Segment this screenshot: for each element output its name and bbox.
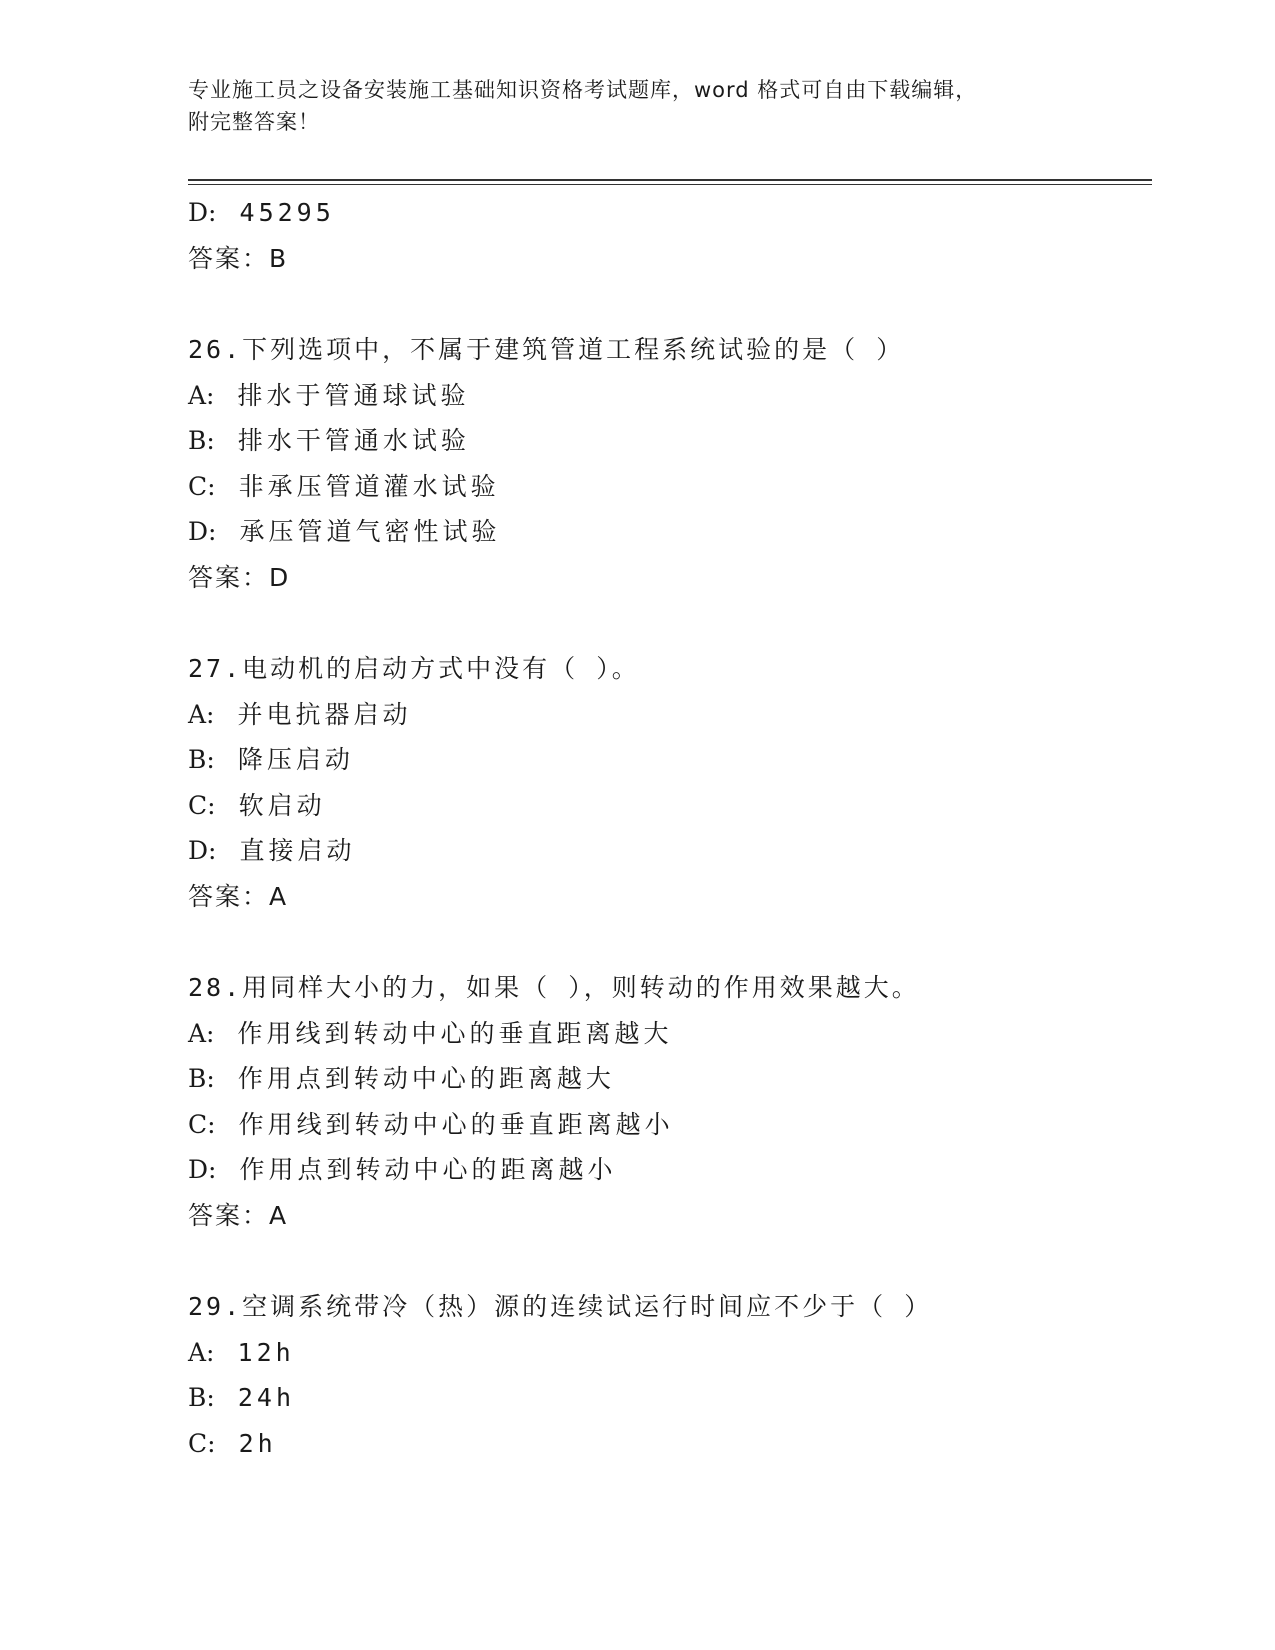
option-c bbox=[188, 464, 1152, 510]
option-text: 作用点到转动中心的距离越小 bbox=[239, 1155, 617, 1184]
option-label: D: bbox=[188, 517, 217, 546]
option-text: 24h bbox=[237, 1383, 296, 1412]
option-a bbox=[188, 692, 1152, 738]
option-label: A: bbox=[188, 699, 215, 729]
prev-option-d bbox=[188, 190, 1152, 236]
header-divider-thick bbox=[188, 179, 1152, 181]
question-title: 29.空调系统带冷（热）源的连续试运行时间应不少于（ ） bbox=[188, 1292, 933, 1321]
option-a bbox=[188, 1330, 1152, 1376]
option-label: C: bbox=[188, 471, 216, 501]
option-a bbox=[188, 1011, 1152, 1057]
question-title: 28.用同样大小的力，如果（ ），则转动的作用效果越大。 bbox=[188, 973, 920, 1002]
option-label: D: bbox=[188, 836, 217, 865]
option-label: A: bbox=[188, 1018, 215, 1048]
option-label: D: bbox=[188, 1155, 217, 1184]
question-list bbox=[188, 190, 1152, 1466]
option-text: 承压管道气密性试验 bbox=[239, 517, 501, 546]
option-label: B: bbox=[188, 1064, 215, 1093]
option-label: A: bbox=[188, 1337, 215, 1367]
option-b bbox=[188, 737, 1152, 783]
option-label: C: bbox=[188, 1428, 216, 1458]
option-c bbox=[188, 783, 1152, 829]
option-a bbox=[188, 373, 1152, 419]
option-text: 并电抗器启动 bbox=[237, 699, 412, 729]
option-label: C: bbox=[188, 1109, 216, 1139]
option-label: D: bbox=[188, 198, 217, 227]
answer: 答案：D bbox=[188, 562, 291, 592]
option-text: 12h bbox=[237, 1337, 295, 1367]
option-d bbox=[188, 1147, 1152, 1193]
option-c bbox=[188, 1421, 1152, 1467]
option-text: 直接启动 bbox=[239, 836, 356, 865]
question-title: 26.下列选项中，不属于建筑管道工程系统试验的是（ ） bbox=[188, 335, 905, 364]
option-d bbox=[188, 509, 1152, 555]
question-title: 27.电动机的启动方式中没有（ ）。 bbox=[188, 654, 640, 683]
option-b bbox=[188, 1056, 1152, 1102]
option-text: 排水干管通水试验 bbox=[237, 426, 470, 455]
option-text: 非承压管道灌水试验 bbox=[238, 471, 500, 501]
option-b bbox=[188, 418, 1152, 464]
option-text: 2h bbox=[238, 1428, 277, 1458]
option-label: C: bbox=[188, 790, 216, 820]
option-text: 作用线到转动中心的垂直距离越小 bbox=[238, 1109, 674, 1139]
option-text: 作用线到转动中心的垂直距离越大 bbox=[237, 1018, 673, 1048]
header-divider-thin bbox=[188, 184, 1152, 185]
option-label: A: bbox=[188, 380, 215, 410]
option-label: B: bbox=[188, 426, 215, 455]
option-text: 软启动 bbox=[238, 790, 326, 820]
document-header bbox=[188, 74, 1068, 138]
option-text: 降压启动 bbox=[237, 745, 354, 774]
option-text: 作用点到转动中心的距离越大 bbox=[237, 1064, 615, 1093]
option-text: 排水于管通球试验 bbox=[237, 380, 470, 410]
header-line-2: 附完整答案！ bbox=[188, 110, 320, 134]
option-b bbox=[188, 1375, 1152, 1421]
option-c bbox=[188, 1102, 1152, 1148]
answer: 答案：A bbox=[188, 1200, 289, 1230]
option-d bbox=[188, 828, 1152, 874]
header-line-1: 专业施工员之设备安装施工基础知识资格考试题库，word 格式可自由下载编辑， bbox=[188, 78, 978, 102]
prev-answer: 答案：B bbox=[188, 243, 289, 273]
option-label: B: bbox=[188, 745, 215, 774]
option-text: 45295 bbox=[239, 198, 335, 227]
answer: 答案：A bbox=[188, 881, 289, 911]
option-label: B: bbox=[188, 1383, 215, 1412]
